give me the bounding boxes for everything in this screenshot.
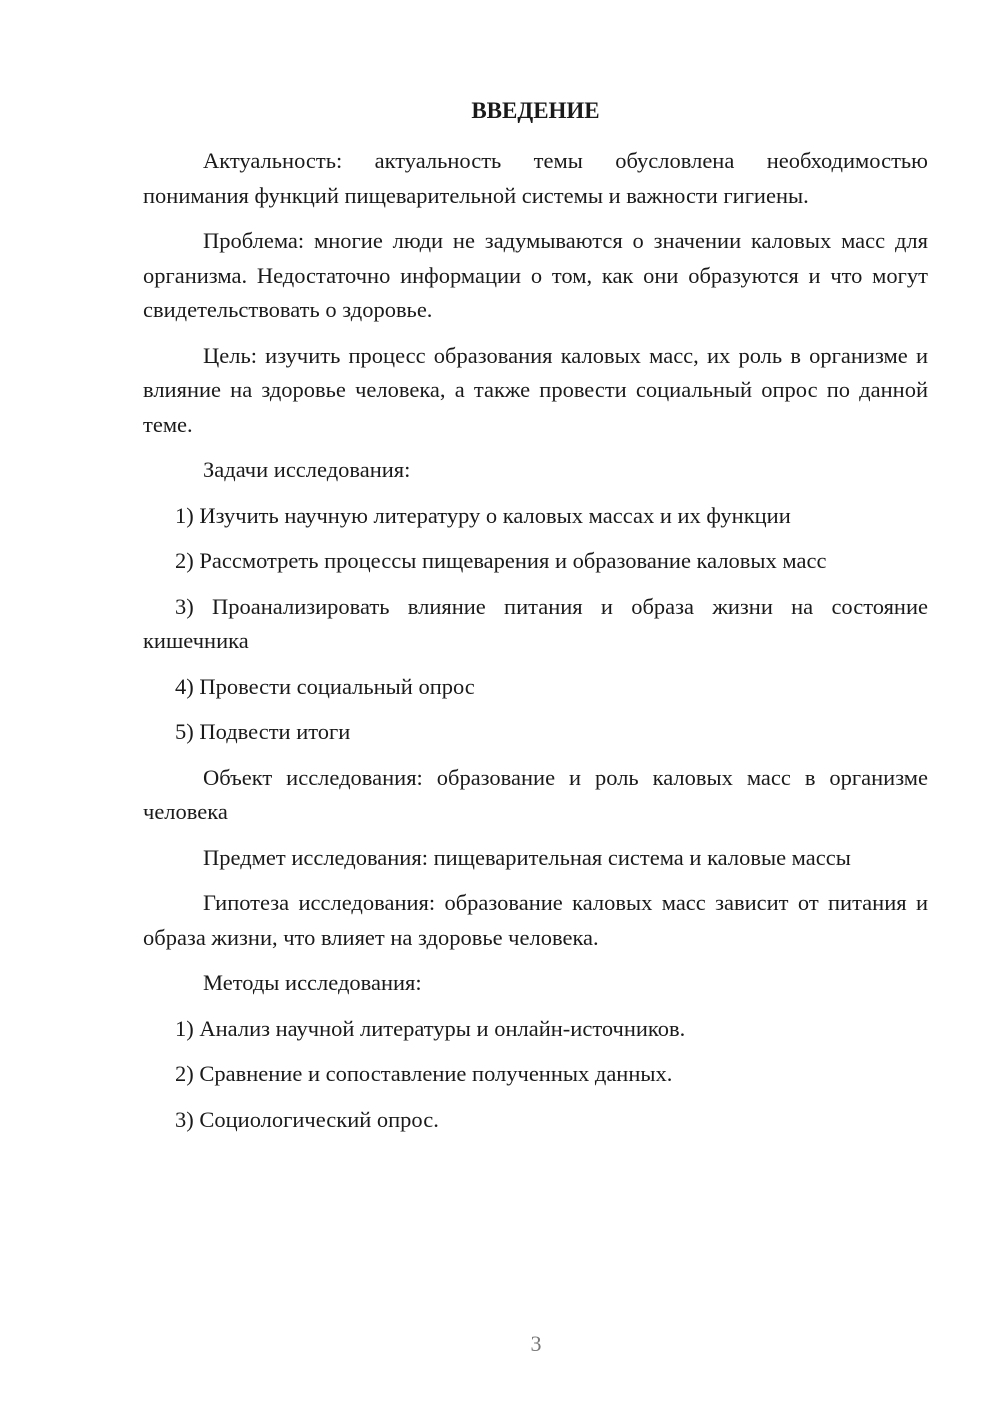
task-item-2: 2) Рассмотреть процессы пищеварения и образование каловых масс: [175, 548, 827, 573]
task-item-4: 4) Провести социальный опрос: [175, 673, 475, 699]
page-content: [143, 96, 928, 1148]
subject-paragraph: Предмет исследования: пищеварительная система и каловые массы: [203, 844, 851, 870]
page-number: 3: [530, 1331, 542, 1356]
task-item-3: 3) Проанализировать влияние питания и образа жизни на состояние кишечника: [143, 593, 928, 653]
methods-heading: Методы исследования:: [203, 970, 422, 995]
goal-paragraph: Цель: изучить процесс образования каловых масс, их роль в организме и влияние на здоровье человека, а также провести социальный опрос по данной теме.: [143, 342, 928, 437]
task-item-1: 1) Изучить научную литературу о каловых массах и их функции: [175, 502, 791, 528]
page-title: ВВЕДЕНИЕ: [471, 98, 600, 123]
method-item-3: 3) Социологический опрос.: [175, 1106, 439, 1132]
hypothesis-paragraph: Гипотеза исследования: образование каловых масс зависит от питания и образа жизни, что влияет на здоровье человека.: [143, 890, 928, 950]
object-paragraph: Объект исследования: образование и роль каловых масс в организме человека: [143, 764, 928, 824]
problem-paragraph: Проблема: многие люди не задумываются о значении каловых масс для организма. Недостаточно информации о том, как они образуются и что могут свидетельствовать о здоровье.: [143, 228, 928, 322]
method-item-2: 2) Сравнение и сопоставление полученных данных.: [175, 1061, 673, 1086]
tasks-heading: Задачи исследования:: [203, 457, 411, 482]
task-item-5: 5) Подвести итоги: [175, 719, 351, 744]
method-item-1: 1) Анализ научной литературы и онлайн-источников.: [175, 1015, 686, 1041]
relevance-paragraph: Актуальность: актуальность темы обусловлена необходимостью понимания функций пищеварительной системы и важности гигиены.: [143, 148, 928, 208]
